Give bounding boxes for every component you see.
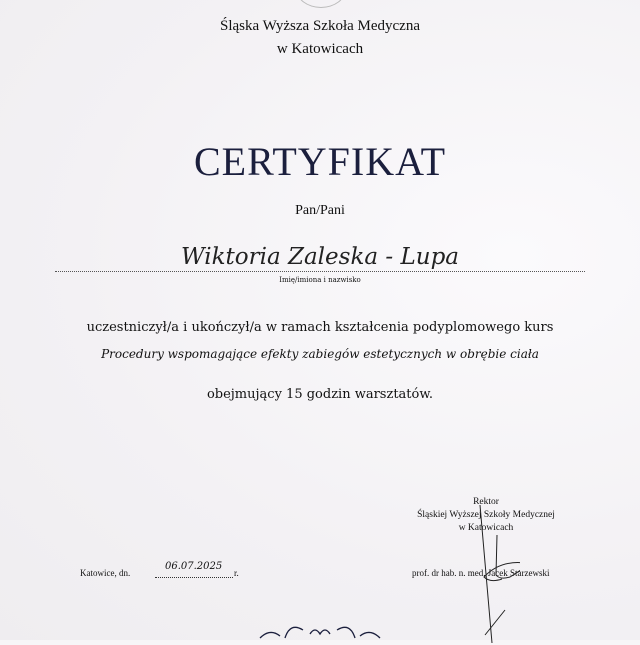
date-suffix: r.	[234, 568, 239, 578]
decorative-ornament	[255, 620, 385, 640]
issue-date: 06.07.2025	[165, 561, 223, 572]
recipient-name: Wiktoria Zaleska - Lupa	[180, 244, 460, 270]
signatory-institution: Śląskiej Wyższej Szkoły Medycznej	[417, 510, 555, 520]
certificate-title: CERTYFIKAT	[193, 139, 447, 184]
name-dotted-line	[55, 271, 585, 272]
completion-statement: uczestniczył/a i ukończył/a w ramach kształcenia podyplomowego kurs	[86, 320, 554, 335]
signatory-city: w Katowicach	[458, 523, 514, 533]
name-field-label: Imię/imiona i nazwisko	[279, 276, 361, 284]
institution-name: Śląska Wyższa Szkoła Medyczna	[219, 18, 420, 34]
date-dotted-line	[155, 577, 233, 578]
course-hours: obejmujący 15 godzin warsztatów.	[206, 387, 434, 402]
place-label: Katowice, dn.	[80, 568, 131, 578]
institution-city: w Katowicach	[276, 41, 364, 57]
signatory-role: Rektor	[473, 497, 499, 507]
course-name: Procedury wspomagające efekty zabiegów estetycznych w obrębie ciała	[101, 347, 539, 361]
signatory-name: prof. dr hab. n. med. Jacek Starzewski	[412, 568, 550, 578]
salutation: Pan/Pani	[295, 203, 345, 218]
